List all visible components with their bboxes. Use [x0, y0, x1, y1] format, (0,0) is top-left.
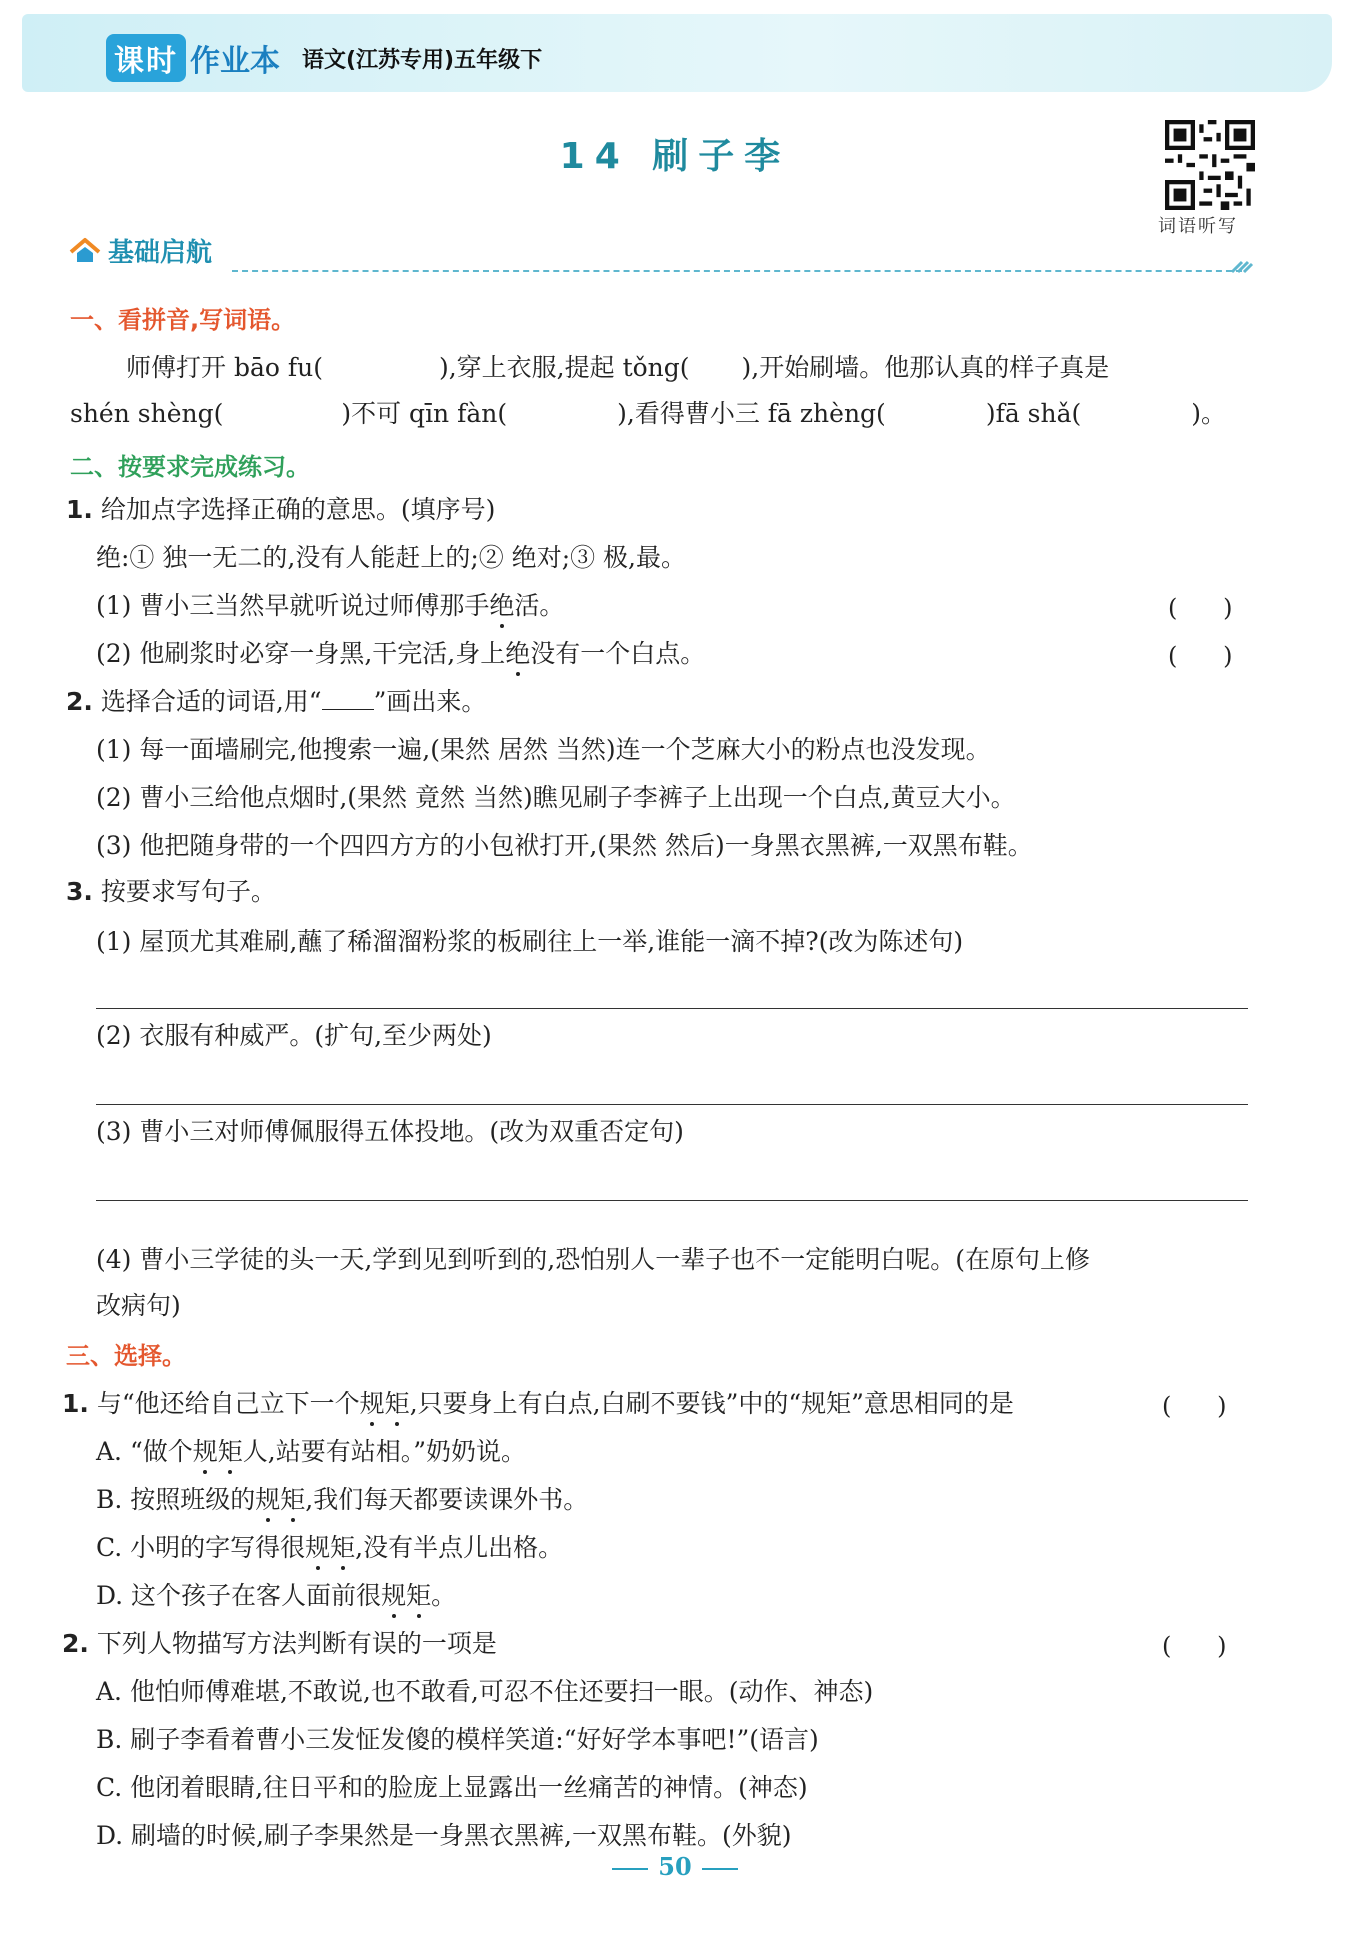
page-number-dash — [702, 1868, 738, 1870]
question-number: 2. — [62, 1629, 89, 1658]
sub-text: 没有一个白点。 — [530, 639, 706, 668]
subject-label: 语文(江苏专用)五年级下 — [302, 47, 543, 73]
sub-text: (1) 曹小三当然早就听说过师傅那手 — [96, 591, 490, 620]
section-title: 基础启航 — [108, 238, 213, 268]
arrow-icon — [1230, 258, 1254, 274]
answer-parens[interactable]: ( ) — [1168, 594, 1233, 622]
meanings-line: 绝:① 独一无二的,没有人能赶上的;② 绝对;③ 极,最。 — [96, 543, 687, 572]
sub-question: (4) 曹小三学徒的头一天,学到见到听到的,恐怕别人一辈子也不一定能明白呢。(在原句上修 — [96, 1245, 1091, 1274]
part1-line1 — [126, 352, 1109, 384]
question-text: ”画出来。 — [373, 687, 487, 716]
part2-title: 二、按要求完成练习。 — [70, 453, 310, 481]
question-text: 给加点字选择正确的意思。(填序号) — [100, 495, 496, 524]
option-c[interactable] — [96, 1532, 563, 1564]
question-text: 与“他还给自己立下一个 — [96, 1389, 360, 1418]
underline-sample — [322, 689, 374, 710]
answer-parens[interactable]: ( ) — [1162, 1632, 1227, 1660]
sub-question: (3) 他把随身带的一个四四方方的小包袱打开,(果然 然后)一身黑衣黑裤,一双黑布鞋。 — [96, 831, 1033, 860]
option-text: C. 小明的字写得很 — [96, 1533, 306, 1562]
qr-code-icon[interactable] — [1165, 120, 1255, 210]
dotted-char: 规 — [381, 1581, 407, 1610]
pinyin-text: )不可 qīn fàn( — [341, 399, 508, 428]
dotted-char: 规 — [255, 1485, 281, 1514]
brand-name: 作业本 — [190, 44, 280, 79]
option-text: 人,站要有站相。”奶奶说。 — [242, 1437, 526, 1466]
page-number-value: 50 — [658, 1852, 692, 1881]
question-2-3 — [66, 876, 276, 908]
sub-question: (1) 屋顶尤其难刷,蘸了稀溜溜粉浆的板刷往上一举,谁能一滴不掉?(改为陈述句) — [96, 927, 964, 956]
qr-label: 词语听写 — [1158, 216, 1238, 237]
question-text: 下列人物描写方法判断有误的一项是 — [96, 1629, 497, 1658]
sub-question: (3) 曹小三对师傅佩服得五体投地。(改为双重否定句) — [96, 1117, 684, 1146]
question-2-2 — [66, 686, 486, 718]
dotted-char: 矩 — [406, 1581, 432, 1610]
question-number: 1. — [62, 1389, 89, 1418]
dotted-char: 绝 — [489, 591, 515, 620]
part3-title: 三、选择。 — [66, 1342, 186, 1370]
page-title: 14 刷子李 — [559, 136, 791, 177]
answer-line[interactable] — [96, 1200, 1248, 1201]
question-text: 选择合适的词语,用“ — [100, 687, 322, 716]
brand — [106, 36, 542, 80]
sub-question: 改病句) — [96, 1291, 181, 1320]
page-number-dash — [612, 1868, 648, 1870]
question-text: ,只要身上有白点,白刷不要钱”中的“规矩”意思相同的是 — [409, 1389, 1014, 1418]
pinyin-text: )fā shǎ( — [985, 399, 1082, 428]
sub-question — [96, 638, 705, 670]
section-header — [68, 232, 212, 269]
section-divider — [232, 270, 1242, 272]
dotted-char: 规 — [305, 1533, 331, 1562]
dotted-char: 规 — [359, 1389, 385, 1418]
dotted-char: 矩 — [280, 1485, 306, 1514]
answer-line[interactable] — [96, 1104, 1248, 1105]
question-text: 按要求写句子。 — [100, 877, 276, 906]
answer-line[interactable] — [96, 1008, 1248, 1009]
option-d[interactable]: D. 刷墙的时候,刷子李果然是一身黑衣黑裤,一双黑布鞋。(外貌) — [96, 1821, 792, 1850]
pinyin-text: )。 — [1191, 399, 1227, 428]
sub-question: (2) 衣服有种威严。(扩句,至少两处) — [96, 1021, 492, 1050]
pinyin-text: ),开始刷墙。他那认真的样子真是 — [741, 353, 1110, 382]
question-number: 1. — [66, 495, 93, 524]
option-b[interactable] — [96, 1484, 588, 1516]
question-number: 3. — [66, 877, 93, 906]
option-text: B. 按照班级的 — [96, 1485, 256, 1514]
question-3-1 — [62, 1388, 1014, 1420]
dotted-char: 规 — [192, 1437, 218, 1466]
sub-text: (2) 他刷浆时必穿一身黑,干完活,身上 — [96, 639, 506, 668]
option-text: A. “做个 — [96, 1437, 193, 1466]
option-c[interactable]: C. 他闭着眼睛,往日平和的脸庞上显露出一丝痛苦的神情。(神态) — [96, 1773, 808, 1802]
part1-line2 — [70, 398, 1226, 430]
pinyin-text: shén shèng( — [70, 399, 224, 428]
dotted-char: 矩 — [330, 1533, 356, 1562]
option-text: D. 这个孩子在客人面前很 — [96, 1581, 382, 1610]
pinyin-text: ),看得曹小三 fā zhèng( — [617, 399, 886, 428]
sub-text: 活。 — [514, 591, 565, 620]
answer-parens[interactable]: ( ) — [1162, 1392, 1227, 1420]
question-3-2 — [62, 1628, 497, 1660]
option-text: ,我们每天都要读课外书。 — [305, 1485, 589, 1514]
option-a[interactable]: A. 他怕师傅难堪,不敢说,也不敢看,可忍不住还要扫一眼。(动作、神态) — [96, 1677, 874, 1706]
part1-title: 一、看拼音,写词语。 — [70, 306, 296, 334]
pinyin-text: ),穿上衣服,提起 tǒng( — [438, 353, 690, 382]
option-a[interactable] — [96, 1436, 526, 1468]
dotted-char: 绝 — [505, 639, 531, 668]
answer-parens[interactable]: ( ) — [1168, 642, 1233, 670]
sub-question — [96, 590, 564, 622]
page-number — [0, 1852, 1350, 1881]
question-2-1 — [66, 494, 495, 526]
sub-question: (2) 曹小三给他点烟时,(果然 竟然 当然)瞧见刷子李裤子上出现一个白点,黄豆大小。 — [96, 783, 1016, 812]
option-b[interactable]: B. 刷子李看着曹小三发怔发傻的模样笑道:“好好学本事吧!”(语言) — [96, 1725, 819, 1754]
dotted-char: 矩 — [217, 1437, 243, 1466]
question-number: 2. — [66, 687, 93, 716]
option-text: 。 — [431, 1581, 457, 1610]
option-d[interactable] — [96, 1580, 456, 1612]
sub-question: (1) 每一面墙刷完,他搜索一遍,(果然 居然 当然)连一个芝麻大小的粉点也没发现。 — [96, 735, 991, 764]
home-icon — [68, 236, 102, 266]
pinyin-text: 师傅打开 bāo fu( — [126, 353, 323, 382]
dotted-char: 矩 — [384, 1389, 410, 1418]
option-text: ,没有半点儿出格。 — [355, 1533, 564, 1562]
brand-logo: 课时 — [106, 34, 186, 82]
